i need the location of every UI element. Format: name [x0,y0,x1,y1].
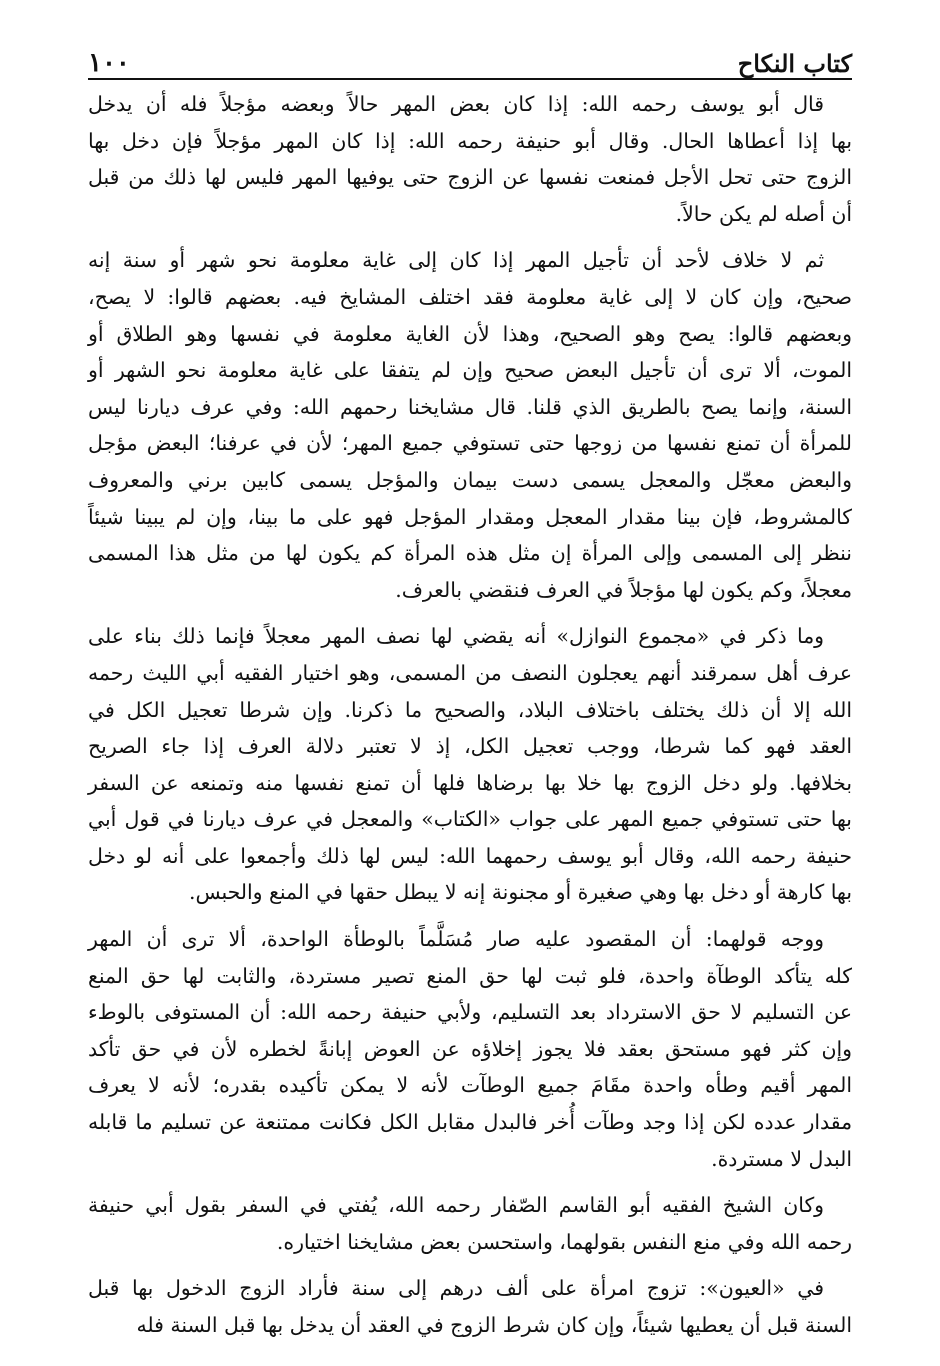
text-line: وإن كثر فهو مستحق بعقد فلا يجوز إخلاؤه عن العوض إبانةً لخطره لأن في حق تأكد [88,1036,852,1061]
text-line: عرف أهل سمرقند أنهم يعجلون النصف من المسمى، وهو اختيار الفقيه أبي الليث رحمه [88,660,852,685]
paragraph [88,242,852,608]
text-line: السنة، وإنما يصح بالطريق الذي قلنا. قال مشايخنا رحمهم الله: وفي عرف ديارنا ليس [88,394,852,419]
paragraph [88,618,852,911]
chapter-title: كتاب النكاح [737,49,852,78]
header-rule [88,78,852,80]
text-line: عن التسليم لا حق الاسترداد بعد التسليم، ولأبي حنيفة رحمه الله: أن المستوفى بالوطء [88,1000,852,1025]
text-line: ننظر إلى المسمى وإلى المرأة إن مثل هذه المرأة كم يكون لها من مثل هذا المسمى [88,541,852,566]
paragraph [88,921,852,1177]
text-line: حنيفة رحمه الله، وقال أبو يوسف رحمهما الله: ليس لها ذلك وأجمعوا على أنه لو دخل [88,843,852,868]
text-line: الله إلا أن ذلك يختلف باختلاف البلاد، والصحيح ما ذكرنا. وإن شرطا تعجيل الكل في [88,697,852,722]
text-line: رحمه الله وفي منع النفس بقولهما، واستحسن بعض مشايخنا اختياره. [276,1229,852,1254]
text-line: الزوج حتى تحل الأجل فمنعت نفسها عن الزوج حتى يوفيها المهر فليس لها ذلك من قبل [88,165,852,190]
text-line: كالمشروط، فإن بينا مقدار المعجل ومقدار المؤجل فهو على ما بينا، وإن لم يبينا شيئاً [88,504,852,529]
text-line: بها حتى تستوفي جميع المهر على جواب «الكتاب» والمعجل في عرف ديارنا في قول أبي [88,807,852,832]
paragraph [88,86,852,232]
text-line: والبعض معجّل والمعجل يسمى دست بيمان والمؤجل يسمى كابين برني والمعروف [88,467,852,492]
paragraph-gap [88,1260,852,1270]
text-line: الموت، ألا ترى أن تأجيل البعض صحيح وإن لم يتفقا على غاية معلومة نحو الشهر أو [88,358,852,383]
paragraph [88,1187,852,1260]
text-line: بخلافها. ولو دخل الزوج بها خلا بها برضاها فلها أن تمنع نفسها منه وتمنعه عن السفر [88,770,852,795]
paragraph-gap [88,1177,852,1187]
page-number: ١٠٠ [88,48,130,78]
text-line: أن أصله لم يكن حالاً. [675,201,852,226]
text-line: السنة قبل أن يعطيها شيئاً، وإن كان شرط الزوج في العقد أن يدخل بها قبل السنة فله [136,1313,852,1337]
text-line: بها إذا أعطاها الحال. وقال أبو حنيفة رحمه الله: إذا كان المهر مؤجلاً فإن دخل بها [88,128,852,153]
text-line: البدل لا مستردة. [711,1146,852,1171]
text-line: للمرأة أن تمنع نفسها من زوجها حتى تستوفي جميع المهر؛ لأن في عرفنا؛ البعض مؤجل [88,431,852,456]
page-header [88,28,852,78]
paragraph-gap [88,911,852,921]
text-line: معجلاً، وكم يكون لها مؤجلاً في العرف فنقضي بالعرف. [395,577,852,602]
text-line: كله يتأكد الوطآة واحدة، فلو ثبت لها حق المنع تصير مستردة، والثابت لها حق المنع [88,963,852,988]
page-body [88,86,852,1344]
text-line: ثم لا خلاف لأحد أن تأجيل المهر إذا كان إلى غاية معلومة نحو شهر أو سنة إنه [88,248,824,273]
paragraph-gap [88,232,852,242]
text-line: وبعضهم قالوا: يصح وهو الصحيح، وهذا لأن الغاية معلومة في نفسها وهو الطلاق أو [88,321,852,346]
text-line: قال أبو يوسف رحمه الله: إذا كان بعض المهر حالاً وبعضه مؤجلاً فله أن يدخل [88,92,824,116]
text-line: بها كارهة أو دخل بها وهي صغيرة أو مجنونة إنه لا يبطل حقها في المنع والحبس. [189,880,852,905]
text-line: ووجه قولهما: أن المقصود عليه صار مُسَلَّماً بالوطأة الواحدة، ألا ترى أن المهر [88,927,824,952]
text-line: وما ذكر في «مجموع النوازل» أنه يقضي لها نصف المهر معجلاً فإنما ذلك بناء على [88,624,824,649]
text-line: مقدار عدده لكن إذا وجد وطآت أُخر فالبدل مقابل الكل فكانت ممتنعة عن تسليم ما قابله [88,1110,852,1135]
paragraph-gap [88,608,852,618]
text-line: العقد فهو كما شرطا، ووجب تعجيل الكل، إذ لا تعتبر دلالة العرف إذا جاء الصريح [88,734,852,759]
paragraph [88,1270,852,1343]
text-line: صحيح، وإن كان لا إلى غاية معلومة فقد اختلف المشايخ فيه. بعضهم قالوا: لا يصح، [88,284,852,309]
text-line: وكان الشيخ الفقيه أبو القاسم الصّفار رحمه الله، يُفتي في السفر بقول أبي حنيفة [88,1193,824,1218]
text-line: المهر أقيم وطأه واحدة مقَامَ جميع الوطآت لأنه لا يمكن تأكيده بقدره؛ لأنه لا يعرف [88,1073,852,1098]
text-line: في «العيون»: تزوج امرأة على ألف درهم إلى سنة فأراد الزوج الدخول بها قبل [88,1276,824,1301]
